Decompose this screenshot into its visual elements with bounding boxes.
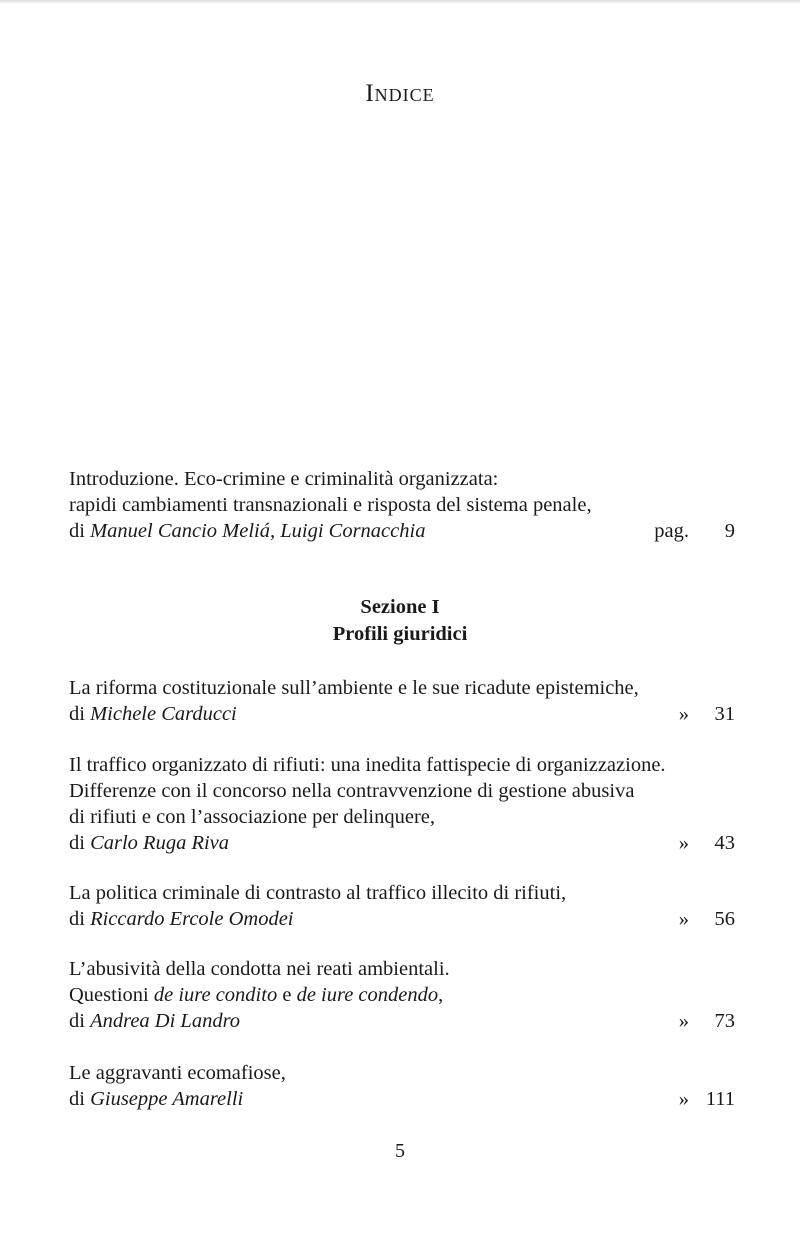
entry-title-italic: de iure condito: [153, 984, 278, 1006]
entry-title-text: ,: [438, 984, 444, 1006]
entry-title-line: di rifiuti e con l’associazione per delinquere,: [69, 806, 436, 828]
section-heading: [0, 594, 800, 648]
entry-page-ref: [649, 906, 735, 932]
entry-title-line: Il traffico organizzato di rifiuti: una inedita fattispecie di organizzazione.: [69, 754, 666, 776]
page-marker: »: [678, 703, 689, 725]
entry-title-text: Questioni: [69, 984, 149, 1006]
page-marker: »: [678, 1088, 689, 1110]
entry-page-number: 111: [705, 1088, 735, 1110]
entry-page-ref: [649, 830, 735, 856]
section-label: Sezione I: [360, 596, 440, 618]
toc-entry[interactable]: [69, 1060, 735, 1112]
entry-title-line: Le aggravanti ecomafiose,: [69, 1062, 286, 1084]
entry-title-line: La riforma costituzionale sull’ambiente e le sue ricadute epistemiche,: [69, 677, 639, 699]
page-marker: »: [678, 1010, 689, 1032]
entry-title-italic: de iure condendo: [296, 984, 439, 1006]
entry-by: di: [69, 908, 85, 930]
entry-title-text: e: [282, 984, 292, 1006]
entry-page-number: 73: [714, 1010, 735, 1032]
entry-page-ref: [649, 1008, 735, 1034]
entry-by: di: [69, 703, 85, 725]
page-title: Indice: [365, 80, 435, 107]
entry-page-ref: [649, 701, 735, 727]
entry-author: Carlo Ruga Riva: [90, 832, 230, 854]
entry-by: di: [69, 1088, 85, 1110]
entry-author-line: [69, 701, 735, 727]
entry-page-number: 9: [724, 520, 735, 542]
toc-entry[interactable]: [69, 752, 735, 856]
entry-author: Riccardo Ercole Omodei: [90, 908, 294, 930]
toc-entry-introduzione[interactable]: [69, 466, 735, 544]
entry-author: Manuel Cancio Meliá, Luigi Cornacchia: [90, 520, 426, 542]
entry-title-line: Introduzione. Eco-crimine e criminalità organizzata:: [69, 468, 499, 490]
entry-by: di: [69, 832, 85, 854]
entry-title-line: Differenze con il concorso nella contravvenzione di gestione abusiva: [69, 780, 635, 802]
entry-page-ref: [649, 518, 735, 544]
entry-author-line: [69, 906, 735, 932]
entry-author-line: [69, 1008, 735, 1034]
page-top-edge: [0, 0, 800, 4]
entry-page-number: 56: [714, 908, 735, 930]
entry-author: Michele Carducci: [90, 703, 237, 725]
toc-entry[interactable]: [69, 675, 735, 727]
entry-author-line: [69, 1086, 735, 1112]
section-title: Profili giuridici: [332, 623, 468, 645]
entry-by: di: [69, 1010, 85, 1032]
entry-title-line: [69, 982, 735, 1008]
entry-page-number: 31: [714, 703, 735, 725]
entry-page-ref: [649, 1086, 735, 1112]
toc-entry[interactable]: [69, 956, 735, 1034]
entry-author: Andrea Di Landro: [90, 1010, 241, 1032]
entry-author-line: [69, 830, 735, 856]
entry-title-line: rapidi cambiamenti transnazionali e risposta del sistema penale,: [69, 494, 592, 516]
entry-page-number: 43: [714, 832, 735, 854]
page-marker: pag.: [654, 520, 689, 542]
toc-entry[interactable]: [69, 880, 735, 932]
entry-title-line: L’abusività della condotta nei reati ambientali.: [69, 958, 450, 980]
page-footer-number: 5: [395, 1140, 405, 1162]
entry-author-line: [69, 518, 735, 544]
entry-title-line: La politica criminale di contrasto al traffico illecito di rifiuti,: [69, 882, 567, 904]
page-marker: »: [678, 908, 689, 930]
entry-by: di: [69, 520, 85, 542]
entry-author: Giuseppe Amarelli: [90, 1088, 244, 1110]
page-marker: »: [678, 832, 689, 854]
